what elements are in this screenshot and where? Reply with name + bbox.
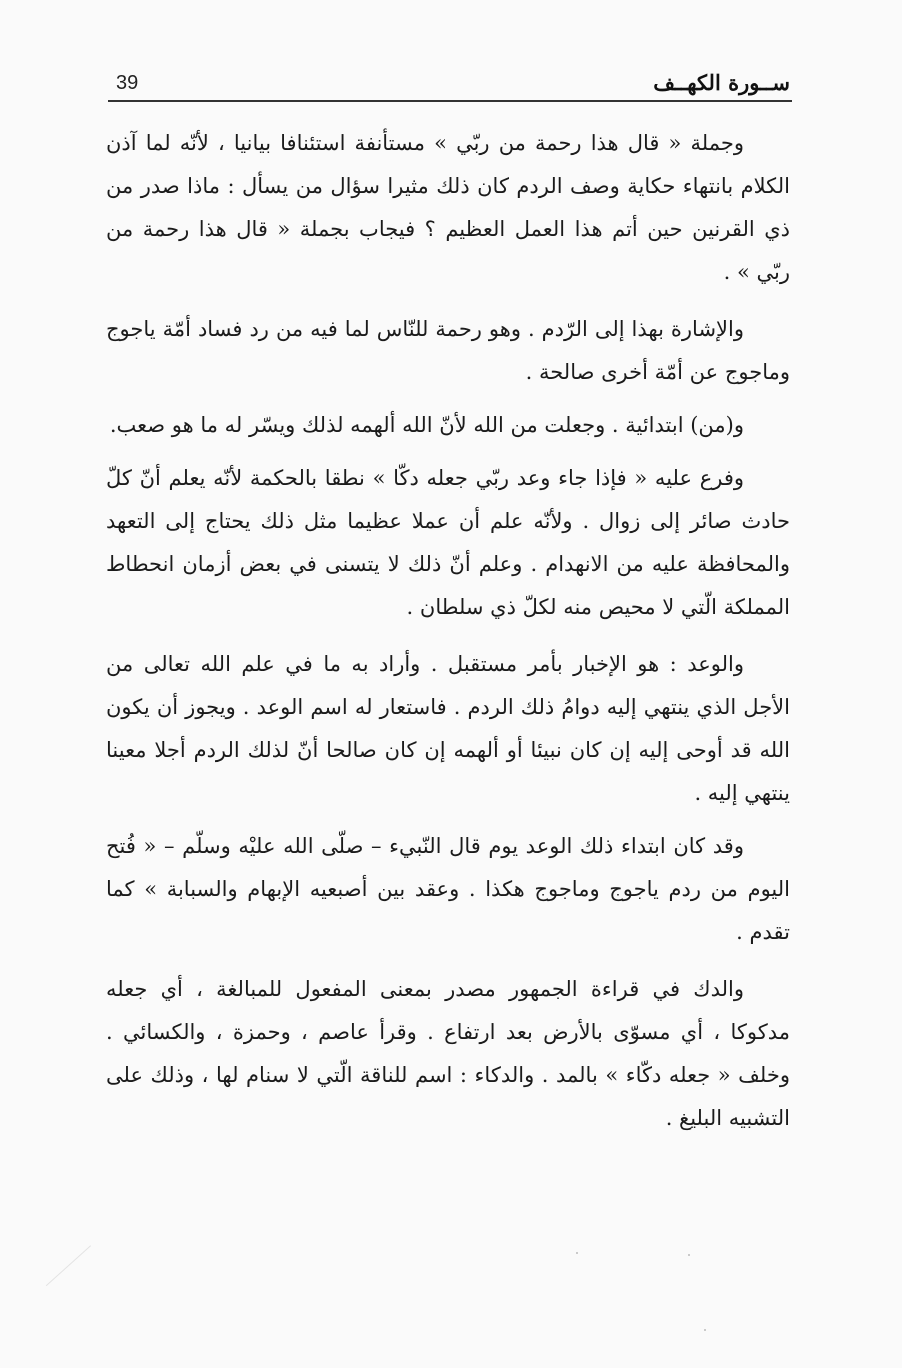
paragraph: والوعد : هو الإخبار بأمر مستقبل . وأراد به ما في علم الله تعالى من الأجل الذي ينتهي إليه دوامُ ذلك الردم . فاستعار له اسم الوعد . ويجوز أن يكون الله قد أوحى إليه إن كان نبيئا أو ألهمه إن كان صالحا أنّ لذلك الردم أجلا معينا ينتهي إليه . (106, 652, 790, 805)
scan-speck (704, 1329, 706, 1331)
body-text (106, 122, 790, 1154)
paragraph: وقد كان ابتداء ذلك الوعد يوم قال النّبيء – صلّى الله عليْه وسلّم – « فُتح اليوم من ردم ياجوج وماجوج هكذا . وعقد بين أصبعيه الإبهام والسبابة » كما تقدم . (106, 834, 790, 944)
paragraph: وجملة « قال هذا رحمة من ربّي » مستأنفة استئنافا بيانيا ، لأنّه لما آذن الكلام بانتهاء حكاية وصف الردم كان ذلك مثيرا سؤال من يسأل : ماذا صدر من ذي القرنين حين أتم هذا العمل العظيم ؟ فيجاب بجملة « قال هذا رحمة من ربّي » . (106, 131, 790, 284)
paragraph: والإشارة بهذا إلى الرّدم . وهو رحمة للنّاس لما فيه من رد فساد أمّة ياجوج وماجوج عن أمّة أخرى صالحة . (106, 317, 790, 384)
paragraph: والدك في قراءة الجمهور مصدر بمعنى المفعول للمبالغة ، أي جعله مدكوكا ، أي مسوّى بالأرض بعد ارتفاع . وقرأ عاصم ، وحمزة ، والكسائي . وخلف « جعله دكّاء » بالمد . والدكاء : اسم للناقة الّتي لا سنام لها ، وذلك على التشبيه البليغ . (106, 977, 790, 1130)
paragraph: و(من) ابتدائية . وجعلت من الله لأنّ الله ألهمه لذلك ويسّر له ما هو صعب. (109, 413, 744, 437)
header-rule (108, 100, 792, 102)
paragraph: وفرع عليه « فإذا جاء وعد ربّي جعله دكّا » نطقا بالحكمة لأنّه يعلم أنّ كلّ حادث صائر إلى زوال . ولأنّه علم أن عملا عظيما مثل ذلك يحتاج إلى التعهد والمحافظة عليه من الانهدام . وعلم أنّ ذلك لا يتسنى في بعض أزمان انحطاط المملكة الّتي لا محيص منه لكلّ ذي سلطان . (106, 466, 790, 619)
page-number: 39 (116, 72, 139, 94)
scan-speck (576, 1252, 578, 1254)
scan-artifact (46, 1245, 131, 1330)
page-header (112, 70, 792, 100)
running-title: ســورة الكهــف (653, 70, 790, 95)
scan-speck (688, 1254, 690, 1256)
